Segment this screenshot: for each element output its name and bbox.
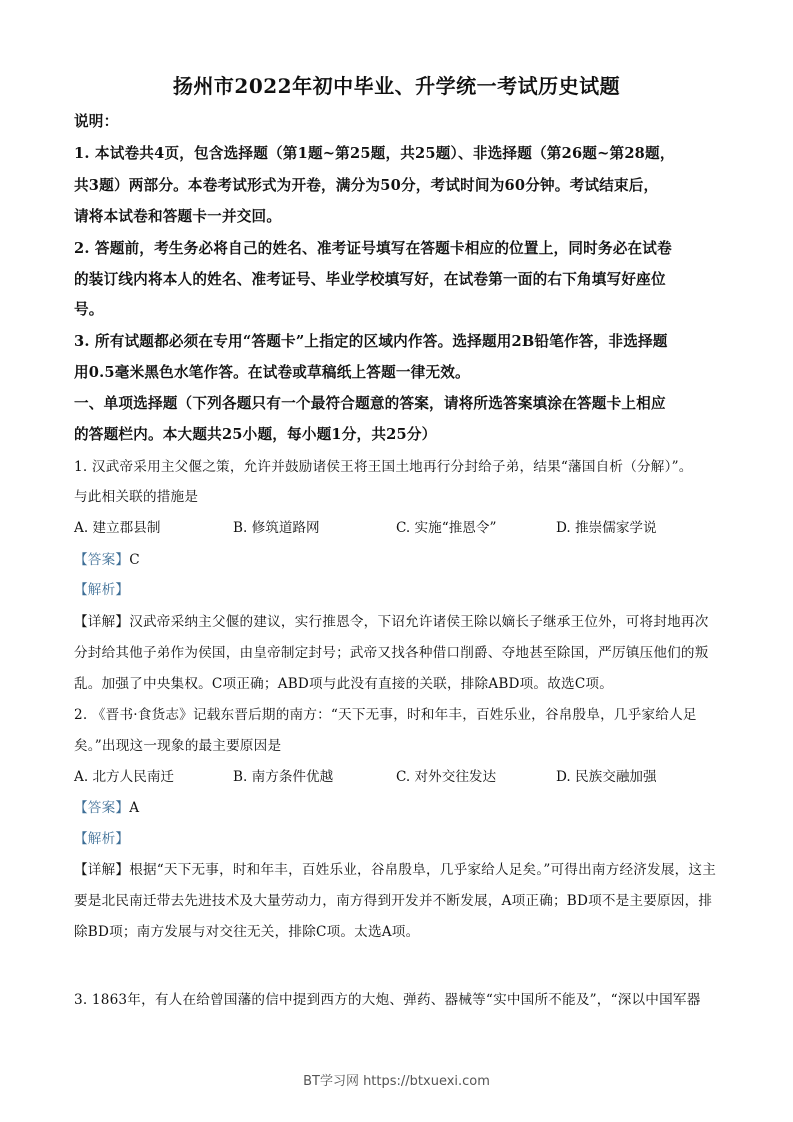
section-heading: 一、单项选择题（下列各题只有一个最符合题意的答案，请将所选答案填涂在答题卡上相应 (74, 395, 666, 412)
instruction-line: 共3题）两部分。本卷考试形式为开卷，满分为50分，考试时间为60分钟。考试结束后， (74, 177, 659, 194)
instruction-line: 号。 (74, 301, 104, 318)
detail-line (74, 858, 716, 878)
detail-label: 【详解】 (74, 614, 130, 630)
detail-text: 汉武帝采纳主父偃的建议，实行推恩令，下诏允许诸侯王除以嫡长子继承王位外，可将封地再次 (129, 614, 709, 630)
answer-value: C (129, 552, 140, 568)
page-title: 扬州市2022年初中毕业、升学统一考试历史试题 (172, 74, 621, 98)
detail-line: 乱。加强了中央集权。C项正确；ABD项与此没有直接的关联，排除ABD项。故选C项。 (74, 676, 614, 692)
option-c: C. 对外交往发达 (396, 769, 497, 785)
question-stem: 矣。”出现这一现象的最主要原因是 (74, 738, 282, 754)
instructions-heading: 说明： (74, 113, 119, 130)
answer-value: A (129, 800, 140, 816)
answer-line (74, 796, 139, 816)
option-a: A. 北方人民南迁 (74, 769, 175, 785)
answer-label: 【答案】 (74, 552, 130, 568)
analysis-label: 【解析】 (74, 831, 130, 847)
instruction-line: 3. 所有试题都必须在专用“答题卡”上指定的区域内作答。选择题用2B铅笔作答，非选择题 (74, 333, 668, 350)
detail-line: 要是北民南迁带去先进技术及大量劳动力，南方得到开发并不断发展，A项正确；BD项不是主要原因，排 (74, 893, 713, 909)
answer-label: 【答案】 (74, 800, 130, 816)
option-a: A. 建立郡县制 (74, 520, 161, 536)
instruction-line: 的装订线内将本人的姓名、准考证号、毕业学校填写好，在试卷第一面的右下角填写好座位 (74, 271, 666, 288)
instruction-line: 用0.5毫米黑色水笔作答。在试卷或草稿纸上答题一律无效。 (74, 364, 470, 381)
detail-line: 除BD项；南方发展与对交往无关，排除C项。太选A项。 (74, 924, 420, 940)
option-d: D. 推崇儒家学说 (556, 520, 657, 536)
question-stem: 3. 1863年，有人在给曾国藩的信中提到西方的大炮、弹药、器械等“实中国所不能及”，“深以中国军器 (74, 992, 701, 1008)
answer-line (74, 548, 140, 568)
question-stem: 2. 《晋书·食货志》记载东晋后期的南方：“天下无事，时和年丰，百姓乐业，谷帛殷阜，几乎家给人足 (74, 707, 697, 723)
detail-line (74, 610, 709, 630)
detail-label: 【详解】 (74, 862, 130, 878)
footer-watermark: BT学习网 https://btxuexi.com (303, 1074, 490, 1089)
section-heading: 的答题栏内。本大题共25小题，每小题1分，共25分） (74, 426, 437, 443)
instruction-line: 1. 本试卷共4页，包含选择题（第1题~第25题，共25题）、非选择题（第26题~第28题， (74, 145, 675, 162)
question-stem: 与此相关联的措施是 (74, 489, 199, 505)
option-b: B. 南方条件优越 (233, 769, 334, 785)
analysis-label: 【解析】 (74, 582, 130, 598)
instruction-line: 2. 答题前，考生务必将自己的姓名、准考证号填写在答题卡相应的位置上，同时务必在试卷 (74, 240, 672, 257)
question-stem: 1. 汉武帝采用主父偃之策，允许并鼓励诸侯王将王国土地再行分封给子弟，结果“藩国自析（分解）”。 (74, 459, 693, 475)
instruction-line: 请将本试卷和答题卡一并交回。 (74, 208, 282, 225)
detail-text: 根据“天下无事，时和年丰，百姓乐业，谷帛殷阜，几乎家给人足矣。”可得出南方经济发展，这主 (129, 862, 717, 878)
detail-line: 分封给其他子弟作为侯国，由皇帝制定封号；武帝又找各种借口削爵、夺地甚至除国，严厉镇压他们的叛 (74, 645, 709, 661)
option-b: B. 修筑道路网 (233, 520, 320, 536)
option-c: C. 实施“推恩令” (396, 520, 497, 536)
option-d: D. 民族交融加强 (556, 769, 657, 785)
